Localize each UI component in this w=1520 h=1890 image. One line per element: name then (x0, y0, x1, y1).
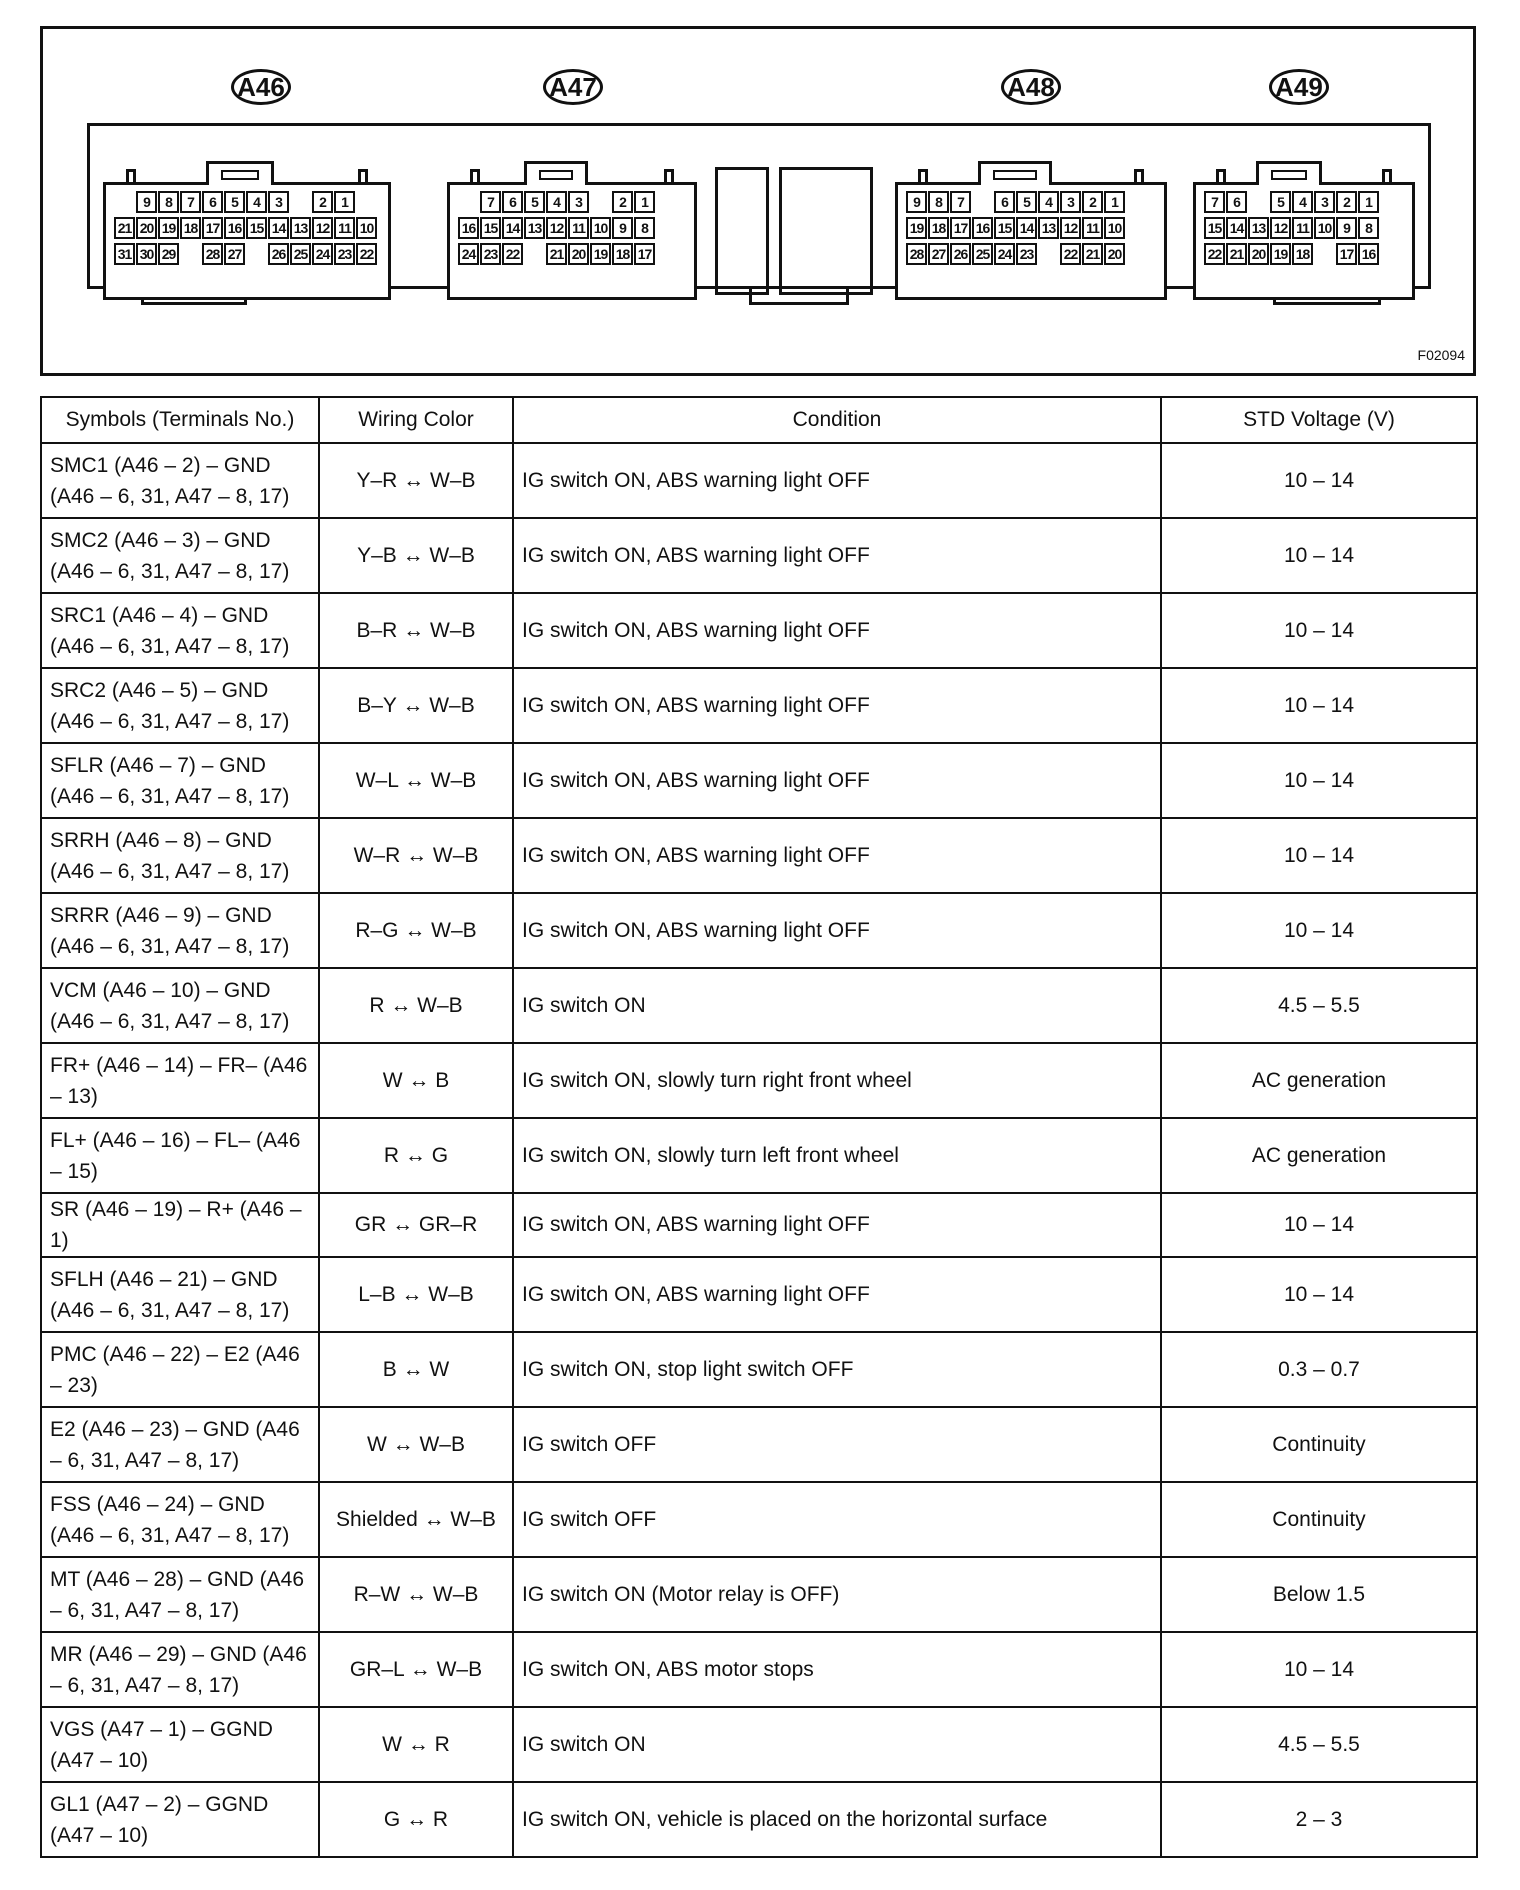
connector-post (470, 169, 480, 185)
condition-cell: IG switch ON, ABS warning light OFF (513, 443, 1161, 518)
terminal-pin: 4 (246, 191, 267, 213)
connector-a48 (895, 182, 1167, 300)
terminal-pin: 12 (1270, 217, 1291, 239)
terminal-pin: 20 (1104, 243, 1125, 265)
table-row (41, 1193, 1477, 1257)
terminal-pin: 30 (136, 243, 157, 265)
terminal-pin: 16 (972, 217, 993, 239)
symbol-cell: E2 (A46 – 23) – GND (A46 – 6, 31, A47 – 8, 17) (41, 1407, 319, 1482)
std-voltage-cell: 2 – 3 (1161, 1782, 1477, 1857)
symbol-cell: SFLH (A46 – 21) – GND (A46 – 6, 31, A47 – 8, 17) (41, 1257, 319, 1332)
pin-row (906, 191, 1126, 213)
terminal-pin: 7 (480, 191, 501, 213)
std-voltage-cell: 10 – 14 (1161, 593, 1477, 668)
terminal-pin: 17 (950, 217, 971, 239)
terminal-pin: 16 (224, 217, 245, 239)
terminal-pin: 24 (994, 243, 1015, 265)
table-row (41, 593, 1477, 668)
table-row (41, 743, 1477, 818)
symbol-cell: FSS (A46 – 24) – GND (A46 – 6, 31, A47 – 8, 17) (41, 1482, 319, 1557)
condition-cell: IG switch OFF (513, 1482, 1161, 1557)
terminal-pin: 11 (568, 217, 589, 239)
empty-pin-slot (590, 191, 611, 213)
pin-row (136, 191, 356, 213)
terminal-pin: 18 (180, 217, 201, 239)
std-voltage-cell: AC generation (1161, 1043, 1477, 1118)
terminal-pin: 25 (290, 243, 311, 265)
terminal-pin: 21 (114, 217, 135, 239)
wiring-color-cell: R ↔ W–B (319, 968, 513, 1043)
terminal-pin: 21 (546, 243, 567, 265)
table-row (41, 518, 1477, 593)
terminal-pin: 6 (502, 191, 523, 213)
wiring-color-cell: Shielded ↔ W–B (319, 1482, 513, 1557)
terminal-pin: 19 (590, 243, 611, 265)
empty-pin-slot (1314, 243, 1335, 265)
wiring-color-cell: G ↔ R (319, 1782, 513, 1857)
wiring-color-cell: W ↔ B (319, 1043, 513, 1118)
std-voltage-cell: Continuity (1161, 1407, 1477, 1482)
std-voltage-cell: 10 – 14 (1161, 1257, 1477, 1332)
terminal-pin: 1 (1358, 191, 1379, 213)
table-row (41, 1332, 1477, 1407)
terminal-pin: 27 (224, 243, 245, 265)
terminal-pin: 13 (524, 217, 545, 239)
empty-pin-slot (180, 243, 201, 265)
wiring-color-cell: Y–R ↔ W–B (319, 443, 513, 518)
table-row (41, 1632, 1477, 1707)
terminal-pin: 11 (1292, 217, 1313, 239)
terminal-pin: 3 (268, 191, 289, 213)
wiring-color-cell: B–R ↔ W–B (319, 593, 513, 668)
std-voltage-cell: 10 – 14 (1161, 743, 1477, 818)
terminal-pin: 7 (950, 191, 971, 213)
terminal-pin: 12 (312, 217, 333, 239)
terminal-pin: 26 (950, 243, 971, 265)
condition-cell: IG switch ON, ABS warning light OFF (513, 1257, 1161, 1332)
condition-cell: IG switch ON, ABS warning light OFF (513, 893, 1161, 968)
terminal-pin: 18 (1292, 243, 1313, 265)
symbol-cell: FL+ (A46 – 16) – FL– (A46 – 15) (41, 1118, 319, 1193)
connector-label-a47: A47 (543, 69, 603, 105)
pin-row (114, 217, 378, 239)
empty-pin-slot (246, 243, 267, 265)
std-voltage-cell: Below 1.5 (1161, 1557, 1477, 1632)
wiring-color-cell: L–B ↔ W–B (319, 1257, 513, 1332)
terminal-pin: 21 (1082, 243, 1103, 265)
connector-label-a48: A48 (1001, 69, 1061, 105)
pin-row (1204, 243, 1380, 265)
connector-post (1216, 169, 1226, 185)
terminal-pin: 3 (1060, 191, 1081, 213)
symbol-cell: SFLR (A46 – 7) – GND (A46 – 6, 31, A47 – 8, 17) (41, 743, 319, 818)
terminal-pin: 20 (568, 243, 589, 265)
terminal-pin: 21 (1226, 243, 1247, 265)
condition-cell: IG switch ON, ABS motor stops (513, 1632, 1161, 1707)
std-voltage-cell: AC generation (1161, 1118, 1477, 1193)
connector-post (918, 169, 928, 185)
terminal-pin: 20 (1248, 243, 1269, 265)
condition-cell: IG switch ON, ABS warning light OFF (513, 593, 1161, 668)
table-row (41, 1118, 1477, 1193)
terminal-pin: 5 (1016, 191, 1037, 213)
terminal-pin: 29 (158, 243, 179, 265)
terminal-pin: 4 (1038, 191, 1059, 213)
table-row (41, 443, 1477, 518)
symbol-cell: VGS (A47 – 1) – GGND (A47 – 10) (41, 1707, 319, 1782)
terminal-pin: 16 (458, 217, 479, 239)
terminal-pin: 3 (1314, 191, 1335, 213)
condition-cell: IG switch ON, ABS warning light OFF (513, 518, 1161, 593)
terminal-pin: 13 (290, 217, 311, 239)
connector-a47 (447, 182, 697, 300)
wiring-color-cell: W–L ↔ W–B (319, 743, 513, 818)
connector-post (126, 169, 136, 185)
terminal-pin: 2 (1336, 191, 1357, 213)
empty-pin-slot (972, 191, 993, 213)
std-voltage-cell: 10 – 14 (1161, 443, 1477, 518)
wiring-color-cell: Y–B ↔ W–B (319, 518, 513, 593)
std-voltage-cell: 4.5 – 5.5 (1161, 968, 1477, 1043)
terminal-pin: 24 (312, 243, 333, 265)
pin-row (458, 243, 656, 265)
condition-cell: IG switch ON, stop light switch OFF (513, 1332, 1161, 1407)
std-voltage-cell: 10 – 14 (1161, 1632, 1477, 1707)
terminal-pin: 14 (1016, 217, 1037, 239)
header-wiring-color: Wiring Color (319, 397, 513, 443)
condition-cell: IG switch ON (513, 968, 1161, 1043)
pin-row (480, 191, 656, 213)
std-voltage-cell: 10 – 14 (1161, 818, 1477, 893)
pin-row (906, 217, 1126, 239)
terminal-pin: 6 (994, 191, 1015, 213)
housing-slot (779, 167, 873, 295)
std-voltage-cell: 10 – 14 (1161, 893, 1477, 968)
terminal-pin: 24 (458, 243, 479, 265)
empty-pin-slot (524, 243, 545, 265)
terminal-pin: 28 (202, 243, 223, 265)
condition-cell: IG switch ON, slowly turn left front wheel (513, 1118, 1161, 1193)
terminal-pin: 19 (158, 217, 179, 239)
terminal-pin: 5 (524, 191, 545, 213)
terminal-pin: 18 (928, 217, 949, 239)
table-row (41, 1043, 1477, 1118)
pin-row (1204, 217, 1380, 239)
wiring-color-cell: W–R ↔ W–B (319, 818, 513, 893)
condition-cell: IG switch ON, slowly turn right front wheel (513, 1043, 1161, 1118)
terminal-pin: 1 (1104, 191, 1125, 213)
pin-row (458, 217, 656, 239)
connector-label-a46: A46 (231, 69, 291, 105)
table-row (41, 1407, 1477, 1482)
terminal-pin: 28 (906, 243, 927, 265)
pin-row (114, 243, 378, 265)
terminal-pin: 14 (1226, 217, 1247, 239)
terminal-pin: 12 (1060, 217, 1081, 239)
terminal-pin: 1 (634, 191, 655, 213)
table-row (41, 1557, 1477, 1632)
terminal-pin: 2 (312, 191, 333, 213)
table-row (41, 968, 1477, 1043)
wiring-color-cell: R–G ↔ W–B (319, 893, 513, 968)
condition-cell: IG switch ON (Motor relay is OFF) (513, 1557, 1161, 1632)
table-row (41, 668, 1477, 743)
terminal-pin: 13 (1248, 217, 1269, 239)
connector-label-a49: A49 (1269, 69, 1329, 105)
connector-a49 (1193, 182, 1415, 300)
terminal-pin: 6 (1226, 191, 1247, 213)
symbol-cell: GL1 (A47 – 2) – GGND (A47 – 10) (41, 1782, 319, 1857)
terminal-pin: 22 (1060, 243, 1081, 265)
connector-post (358, 169, 368, 185)
wiring-color-cell: R ↔ G (319, 1118, 513, 1193)
connector-a46 (103, 182, 391, 300)
terminal-pin: 19 (1270, 243, 1291, 265)
terminal-pin: 7 (180, 191, 201, 213)
terminal-pin: 17 (1336, 243, 1357, 265)
table-row (41, 1782, 1477, 1857)
housing-slot (715, 167, 769, 295)
terminal-pin: 23 (1016, 243, 1037, 265)
terminal-pin: 2 (1082, 191, 1103, 213)
symbol-cell: VCM (A46 – 10) – GND (A46 – 6, 31, A47 – 8, 17) (41, 968, 319, 1043)
symbol-cell: MR (A46 – 29) – GND (A46 – 6, 31, A47 – 8, 17) (41, 1632, 319, 1707)
terminal-pin: 9 (612, 217, 633, 239)
terminal-pin: 4 (546, 191, 567, 213)
terminal-pin: 15 (1204, 217, 1225, 239)
table-row (41, 1707, 1477, 1782)
terminal-pin: 9 (906, 191, 927, 213)
table-header-row (41, 397, 1477, 443)
terminal-pin: 5 (1270, 191, 1291, 213)
terminal-pin: 15 (994, 217, 1015, 239)
condition-cell: IG switch ON (513, 1707, 1161, 1782)
std-voltage-cell: 10 – 14 (1161, 518, 1477, 593)
terminal-pin: 11 (1082, 217, 1103, 239)
std-voltage-cell: 10 – 14 (1161, 668, 1477, 743)
terminal-pin: 9 (136, 191, 157, 213)
terminal-pin: 4 (1292, 191, 1313, 213)
symbol-cell: SMC2 (A46 – 3) – GND (A46 – 6, 31, A47 – 8, 17) (41, 518, 319, 593)
terminal-pin: 5 (224, 191, 245, 213)
terminal-pin: 14 (268, 217, 289, 239)
connector-post (664, 169, 674, 185)
symbol-cell: FR+ (A46 – 14) – FR– (A46 – 13) (41, 1043, 319, 1118)
wiring-color-cell: W ↔ W–B (319, 1407, 513, 1482)
terminal-pin: 8 (928, 191, 949, 213)
condition-cell: IG switch ON, ABS warning light OFF (513, 818, 1161, 893)
condition-cell: IG switch ON, ABS warning light OFF (513, 1193, 1161, 1257)
symbol-cell: SRC2 (A46 – 5) – GND (A46 – 6, 31, A47 – 8, 17) (41, 668, 319, 743)
std-voltage-cell: 4.5 – 5.5 (1161, 1707, 1477, 1782)
symbol-cell: SRRR (A46 – 9) – GND (A46 – 6, 31, A47 – 8, 17) (41, 893, 319, 968)
condition-cell: IG switch ON, ABS warning light OFF (513, 743, 1161, 818)
empty-pin-slot (1038, 243, 1059, 265)
terminal-pin: 19 (906, 217, 927, 239)
symbol-cell: PMC (A46 – 22) – E2 (A46 – 23) (41, 1332, 319, 1407)
condition-cell: IG switch OFF (513, 1407, 1161, 1482)
terminal-pin: 27 (928, 243, 949, 265)
wiring-color-cell: W ↔ R (319, 1707, 513, 1782)
table-row (41, 818, 1477, 893)
symbol-cell: SMC1 (A46 – 2) – GND (A46 – 6, 31, A47 – 8, 17) (41, 443, 319, 518)
empty-pin-slot (290, 191, 311, 213)
terminal-pin: 17 (202, 217, 223, 239)
connector-latch (978, 161, 1052, 185)
header-symbols: Symbols (Terminals No.) (41, 397, 319, 443)
table-row (41, 893, 1477, 968)
terminal-pin: 8 (1358, 217, 1379, 239)
symbol-cell: MT (A46 – 28) – GND (A46 – 6, 31, A47 – 8, 17) (41, 1557, 319, 1632)
terminal-pin: 13 (1038, 217, 1059, 239)
terminal-pin: 2 (612, 191, 633, 213)
std-voltage-cell: Continuity (1161, 1482, 1477, 1557)
wiring-color-cell: B–Y ↔ W–B (319, 668, 513, 743)
connector-post (1382, 169, 1392, 185)
terminal-pin: 22 (502, 243, 523, 265)
terminal-pin: 8 (158, 191, 179, 213)
terminal-pin: 3 (568, 191, 589, 213)
terminal-pin: 22 (356, 243, 377, 265)
terminal-spec-table (40, 396, 1478, 1858)
connector-post (1134, 169, 1144, 185)
terminal-pin: 7 (1204, 191, 1225, 213)
condition-cell: IG switch ON, ABS warning light OFF (513, 668, 1161, 743)
terminal-pin: 6 (202, 191, 223, 213)
terminal-pin: 20 (136, 217, 157, 239)
terminal-pin: 17 (634, 243, 655, 265)
terminal-pin: 18 (612, 243, 633, 265)
wiring-color-cell: B ↔ W (319, 1332, 513, 1407)
wiring-color-cell: GR ↔ GR–R (319, 1193, 513, 1257)
terminal-pin: 23 (334, 243, 355, 265)
connector-diagram (40, 26, 1476, 376)
terminal-pin: 12 (546, 217, 567, 239)
terminal-pin: 31 (114, 243, 135, 265)
terminal-pin: 23 (480, 243, 501, 265)
wiring-color-cell: R–W ↔ W–B (319, 1557, 513, 1632)
std-voltage-cell: 0.3 – 0.7 (1161, 1332, 1477, 1407)
terminal-pin: 22 (1204, 243, 1225, 265)
std-voltage-cell: 10 – 14 (1161, 1193, 1477, 1257)
terminal-pin: 15 (246, 217, 267, 239)
table-row (41, 1482, 1477, 1557)
wiring-color-cell: GR–L ↔ W–B (319, 1632, 513, 1707)
terminal-pin: 26 (268, 243, 289, 265)
terminal-pin: 8 (634, 217, 655, 239)
symbol-cell: SR (A46 – 19) – R+ (A46 – 1) (41, 1193, 319, 1257)
pin-row (1204, 191, 1380, 213)
terminal-pin: 15 (480, 217, 501, 239)
terminal-pin: 16 (1358, 243, 1379, 265)
symbol-cell: SRRH (A46 – 8) – GND (A46 – 6, 31, A47 – 8, 17) (41, 818, 319, 893)
terminal-pin: 10 (590, 217, 611, 239)
connector-latch (524, 161, 588, 185)
empty-pin-slot (1248, 191, 1269, 213)
terminal-pin: 10 (1104, 217, 1125, 239)
condition-cell: IG switch ON, vehicle is placed on the horizontal surface (513, 1782, 1161, 1857)
terminal-pin: 10 (1314, 217, 1335, 239)
header-condition: Condition (513, 397, 1161, 443)
symbol-cell: SRC1 (A46 – 4) – GND (A46 – 6, 31, A47 – 8, 17) (41, 593, 319, 668)
header-std-voltage: STD Voltage (V) (1161, 397, 1477, 443)
terminal-pin: 14 (502, 217, 523, 239)
table-row (41, 1257, 1477, 1332)
connector-latch (1256, 161, 1322, 185)
figure-code: F02094 (1417, 347, 1465, 363)
pin-row (906, 243, 1126, 265)
terminal-pin: 10 (356, 217, 377, 239)
terminal-pin: 11 (334, 217, 355, 239)
terminal-pin: 9 (1336, 217, 1357, 239)
connector-latch (206, 161, 274, 185)
terminal-pin: 1 (334, 191, 355, 213)
terminal-pin: 25 (972, 243, 993, 265)
